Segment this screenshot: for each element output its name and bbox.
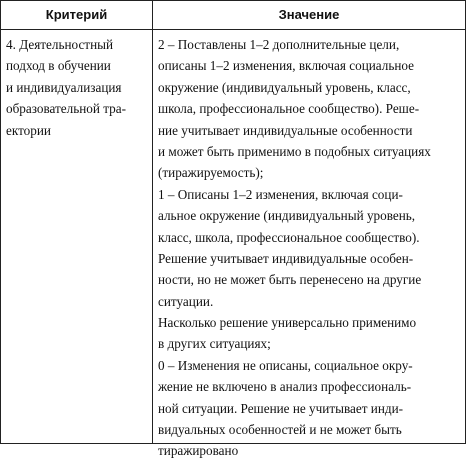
- value-line: школа, профессиональное сообщество). Реше-: [158, 101, 420, 117]
- value-line: описаны 1–2 изменения, включая социальное: [158, 58, 415, 74]
- criterion-line: и индивидуализация: [6, 79, 122, 95]
- criterion-line: подход в обучении: [6, 58, 111, 74]
- value-line: окружение (индивидуальный уровень, класс,: [158, 79, 411, 95]
- value-line: тиражировано: [158, 443, 239, 459]
- value-line: жение не включено в анализ профессиональ-: [158, 379, 412, 395]
- value-line: в других ситуациях;: [158, 336, 271, 352]
- value-line: ситуации.: [158, 293, 214, 309]
- value-line: Решение учитывает индивидуальные особен-: [158, 250, 414, 266]
- value-line: 1 – Описаны 1–2 изменения, включая соци-: [158, 186, 403, 202]
- value-line: класс, школа, профессиональное сообщество).: [158, 229, 420, 245]
- criterion-line: 4. Деятельностный: [6, 37, 114, 52]
- criterion-line: образовательной тра-: [6, 101, 127, 117]
- criterion-line: ектории: [6, 122, 51, 138]
- header-value: Значение: [278, 7, 340, 22]
- value-line: ной ситуации. Решение не учитывает инди-: [158, 400, 404, 416]
- value-line: альное окружение (индивидуальный уровень,: [158, 208, 416, 224]
- value-line: Насколько решение универсально применимо: [158, 315, 417, 331]
- header-criterion: Критерий: [45, 7, 108, 22]
- value-line: видуальных особенностей и не может быть: [158, 422, 402, 438]
- value-line: 0 – Изменения не описаны, социальное окру-: [158, 357, 413, 373]
- value-line: (тиражируемость);: [158, 165, 264, 181]
- value-line: 2 – Поставлены 1–2 дополнительные цели,: [158, 37, 400, 52]
- value-line: ние учитывает индивидуальные особенности: [158, 122, 413, 138]
- value-line: ности, но не может быть перенесено на другие: [158, 272, 422, 288]
- value-line: и может быть применимо в подобных ситуациях: [158, 143, 431, 159]
- column-divider: [152, 1, 153, 443]
- value-cell: [158, 34, 463, 462]
- criterion-cell: [6, 34, 150, 141]
- table-header-row: [1, 1, 465, 30]
